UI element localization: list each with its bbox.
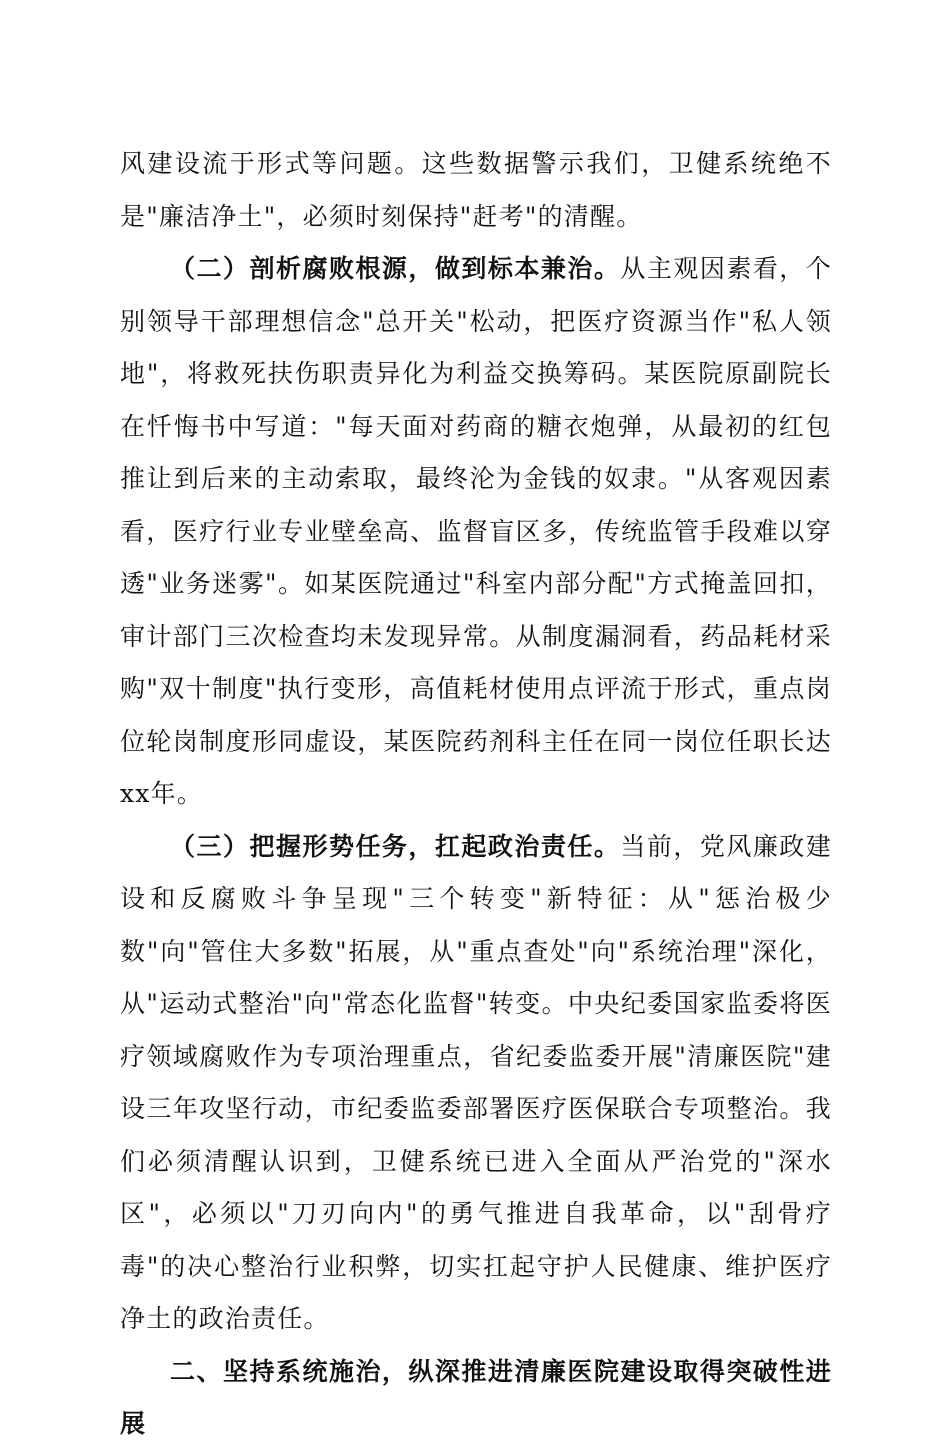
section-heading: 二、坚持系统施治，纵深推进清廉医院建设取得突破性进展 [120,1356,832,1438]
paragraph-text: 当前，党风廉政建设和反腐败斗争呈现"三个转变"新特征：从"惩治极少数"向"管住大多数"拓展，从"重点查处"向"系统治理"深化，从"运动式整治"向"常态化监督"转变。中央纪委国家监委将医疗领域腐败作为专项治理重点，省纪委监委开展"清廉医院"建设三年攻坚行动，市纪委监委部署医疗医保联合专项整治。我们必须清醒认识到，卫健系统已进入全面从严治党的"深水区"，必须以"刀刃向内"的勇气推进自我革命，以"刮骨疗毒"的决心整治行业积弊，切实扛起守护人民健康、维护医疗净土的政治责任。 [120,831,832,1333]
paragraph-corruption-roots [120,243,832,821]
document-page [120,138,832,1451]
paragraph-political-responsibility [120,821,832,1346]
paragraph-continuation [120,138,832,243]
paragraph-text: 从主观因素看，个别领导干部理想信念"总开关"松动，把医疗资源当作"私人领地"，将救死扶伤职责异化为利益交换筹码。某医院原副院长在忏悔书中写道："每天面对药商的糖衣炮弹，从最初的红包推让到后来的主动索取，最终沦为金钱的奴隶。"从客观因素看，医疗行业专业壁垒高、监督盲区多，传统监管手段难以穿透"业务迷雾"。如某医院通过"科室内部分配"方式掩盖回扣，审计部门三次检查均未发现异常。从制度漏洞看，药品耗材采购"双十制度"执行变形，高值耗材使用点评流于形式，重点岗位轮岗制度形同虚设，某医院药剂科主任在同一岗位任职长达xx年。 [120,254,832,808]
paragraph-lead-heading: （二）剖析腐败根源，做到标本兼治。 [170,254,621,283]
paragraph-lead-heading: （三）把握形势任务，扛起政治责任。 [170,831,621,861]
paragraph-text: 风建设流于形式等问题。这些数据警示我们，卫健系统绝不是"廉洁净土"，必须时刻保持"赶考"的清醒。 [120,149,832,231]
